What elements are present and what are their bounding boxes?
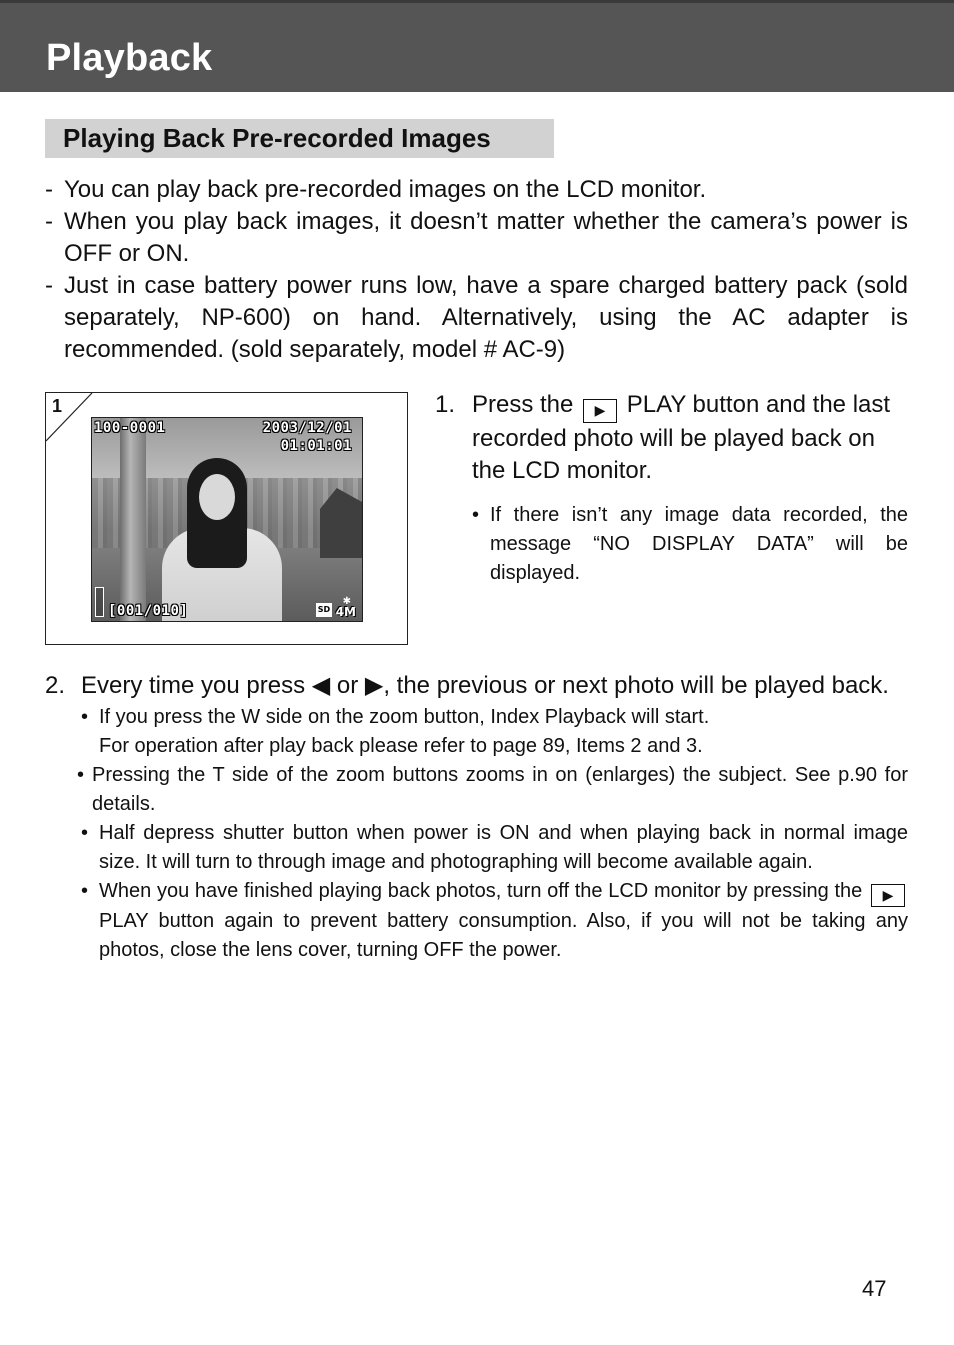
intro-list (45, 174, 908, 366)
dash-marker: - (45, 272, 53, 299)
bullet-text: If there isn’t any image data recorded, the message “NO DISPLAY DATA” will be displayed. (490, 504, 908, 584)
bullet-text: If you press the W side on the zoom button, Index Playback will start. (99, 706, 710, 728)
bullet-text-after: PLAY button again to prevent battery consumption. Also, if you will not be taking any photos, close the lens cover, turning OFF the power. (99, 910, 908, 961)
lcd-time: 01:01:01 (280, 438, 352, 454)
intro-text: Just in case battery power runs low, have a spare charged battery pack (sold separately, NP-600) on hand. Alternatively, using the AC adapter is recommended. (sold separately, model # AC-9) (64, 272, 908, 363)
lcd-monitor-image (91, 417, 363, 622)
figure-lcd-playback (45, 392, 408, 645)
step-number: 1. (435, 391, 456, 418)
bullet-item (77, 761, 908, 819)
bullet-text-continued: For operation after play back please refer to page 89, Items 2 and 3. (99, 735, 703, 757)
bullet-dot: • (81, 706, 89, 728)
step-2-body: Every time you press ◀ or ▶, the previous or next photo will be played back. (81, 672, 889, 699)
step-2 (45, 670, 908, 965)
section-heading-band (45, 119, 554, 158)
bullet-dot: • (77, 764, 85, 786)
step-2-text (45, 670, 908, 702)
step-1-text (435, 389, 908, 487)
battery-icon (95, 587, 104, 617)
bullet-item (81, 819, 908, 877)
bullet-text: Pressing the T side of the zoom buttons zooms in on (enlarges) the subject. See p.90 for details. (92, 764, 908, 815)
lcd-file-number: 100-0001 (94, 420, 166, 436)
intro-item (45, 206, 908, 270)
intro-text: When you play back images, it doesn’t matter whether the camera’s power is OFF or ON. (64, 208, 908, 267)
lcd-frame-counter: [001/010] (108, 603, 189, 619)
bullet-item (81, 703, 908, 761)
intro-text: You can play back pre-recorded images on the LCD monitor. (64, 176, 707, 203)
section-title: Playing Back Pre-recorded Images (63, 123, 491, 153)
tree-trunk (120, 418, 146, 622)
lcd-date: 2003/12/01 (262, 420, 352, 436)
person-face (199, 474, 235, 520)
step-1-text-before: Press the (472, 391, 574, 418)
bullet-item (472, 501, 908, 588)
step-2-bullets (45, 703, 908, 965)
bullet-text: When you have finished playing back photos, turn off the LCD monitor by pressing the (99, 880, 863, 902)
bullet-dot: • (81, 880, 89, 902)
play-button-icon: ▶ (583, 399, 617, 423)
bullet-text: Half depress shutter button when power is ON and when playing back in normal image size. It will turn to through image and photographing will become available again. (99, 822, 908, 873)
step-1-bullets (435, 501, 908, 588)
lcd-resolution: 4M (335, 605, 356, 619)
step-number: 2. (45, 672, 66, 699)
bullet-dot: • (472, 504, 480, 526)
page-header (0, 0, 954, 92)
bullet-dot: • (81, 822, 89, 844)
bullet-item (81, 877, 908, 965)
step-1-text-after: PLAY button and the last recorded photo will be played back on the LCD monitor. (472, 391, 891, 484)
sd-card-icon: SD (316, 603, 332, 617)
step-1 (435, 389, 908, 588)
intro-item (45, 174, 908, 206)
page-number: 47 (862, 1276, 887, 1301)
resolution-icon: ✱ (342, 596, 351, 607)
dash-marker: - (45, 208, 53, 235)
page-title: Playback (46, 37, 213, 79)
intro-item (45, 270, 908, 366)
play-button-icon: ▶ (871, 884, 905, 907)
figure-number: 1 (52, 396, 63, 416)
dash-marker: - (45, 176, 53, 203)
